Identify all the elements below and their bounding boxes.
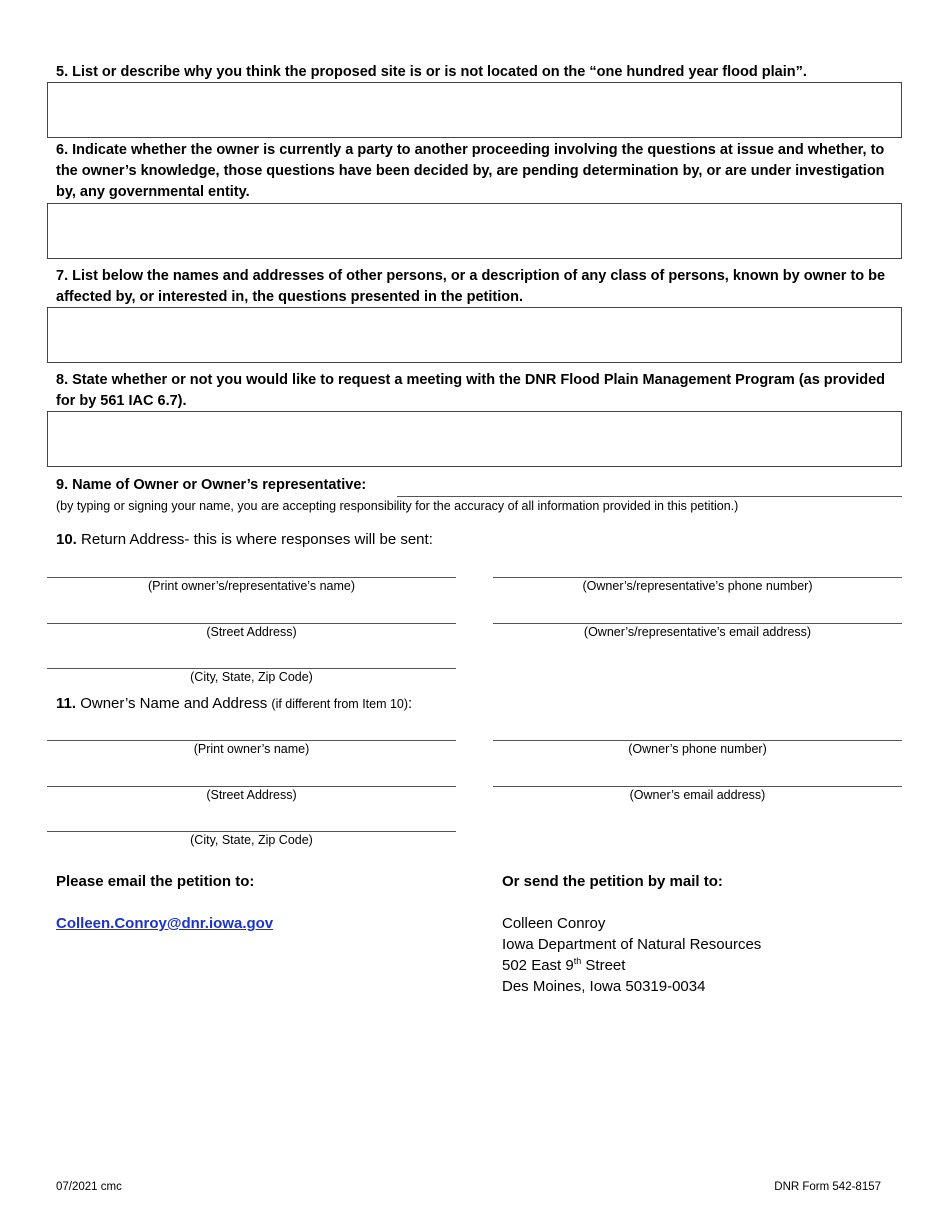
email-link[interactable]: Colleen.Conroy@dnr.iowa.gov xyxy=(56,915,274,932)
footer-form-number: DNR Form 542-8157 xyxy=(774,1181,881,1193)
footer-date: 07/2021 cmc xyxy=(56,1181,122,1193)
question-11-qualifier: (if different from Item 10) xyxy=(271,697,409,711)
mail-street-sup: th xyxy=(573,956,582,966)
question-5-answer-box[interactable] xyxy=(47,82,902,138)
question-11-number: 11. xyxy=(56,695,77,712)
mail-heading: Or send the petition by mail to: xyxy=(502,873,723,890)
mail-org: Iowa Department of Natural Resources xyxy=(502,936,762,953)
question-11-heading xyxy=(56,693,412,715)
mail-street-post: Street xyxy=(581,957,626,974)
question-10-label: Return Address- this is where responses will be sent: xyxy=(81,531,433,548)
email-link-wrap xyxy=(56,913,273,934)
mail-name: Colleen Conroy xyxy=(502,915,606,932)
owner-city-caption: (City, State, Zip Code) xyxy=(190,833,313,847)
question-11-label: Owner’s Name and Address xyxy=(80,695,268,712)
question-9-note: (by typing or signing your name, you are accepting responsibility for the accuracy of all information provided in this petition.) xyxy=(56,499,739,513)
return-street-caption: (Street Address) xyxy=(206,625,297,639)
question-8-label: 8. State whether or not you would like to request a meeting with the DNR Flood Plain Management Program (as provided for by 561 IAC 6.7). xyxy=(56,372,886,409)
return-name-caption: (Print owner’s/representative’s name) xyxy=(147,579,356,593)
question-7-answer-box[interactable] xyxy=(47,307,902,363)
owner-name-caption: (Print owner’s name) xyxy=(193,742,310,756)
mail-street-pre: 502 East 9 xyxy=(502,957,574,974)
email-heading: Please email the petition to: xyxy=(56,873,255,890)
question-6-answer-box[interactable] xyxy=(47,203,902,259)
return-city-caption: (City, State, Zip Code) xyxy=(190,670,313,684)
mail-city: Des Moines, Iowa 50319-0034 xyxy=(502,978,706,995)
question-10-heading xyxy=(56,529,433,550)
owner-street-caption: (Street Address) xyxy=(206,788,297,802)
question-8-answer-box[interactable] xyxy=(47,411,902,467)
owner-email-caption: (Owner’s email address) xyxy=(629,788,766,802)
question-11-colon: : xyxy=(408,695,413,712)
question-7-label: 7. List below the names and addresses of other persons, or a description of any class of persons, known by owner to be affected by, or interested in, the questions presented in the petition. xyxy=(56,268,886,305)
question-6-label: 6. Indicate whether the owner is currently a party to another proceeding involving the questions at issue and whether, to the owner’s knowledge, those questions have been decided by, are pending determination by, or are under investigation by, any governmental entity. xyxy=(56,142,885,200)
question-9-label: 9. Name of Owner or Owner’s representative: xyxy=(56,477,367,493)
question-10-number: 10. xyxy=(56,531,77,548)
return-email-caption: (Owner’s/representative’s email address) xyxy=(583,625,812,639)
question-5-label: 5. List or describe why you think the proposed site is or is not located on the “one hundred year flood plain”. xyxy=(56,64,807,80)
mail-street xyxy=(502,955,625,976)
owner-phone-caption: (Owner’s phone number) xyxy=(628,742,767,756)
return-phone-caption: (Owner’s/representative’s phone number) xyxy=(582,579,813,593)
